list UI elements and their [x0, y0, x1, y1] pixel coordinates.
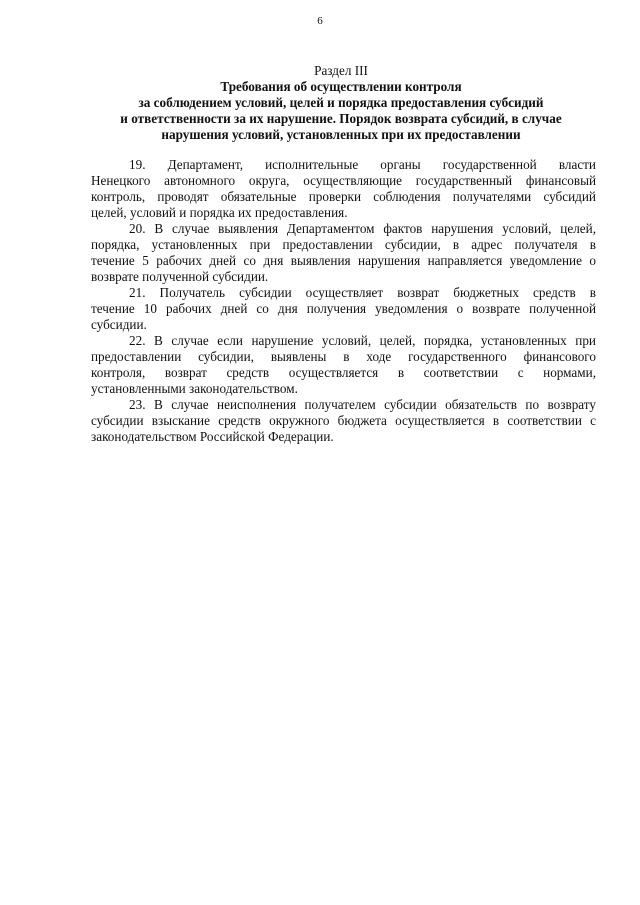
- page-number: 6: [317, 15, 323, 27]
- paragraph-line: 19. Департамент, исполнительные органы государственной власти: [129, 157, 596, 172]
- paragraph-line: 22. В случае если нарушение условий, целей, порядка, установленных при: [129, 333, 596, 348]
- paragraph-19: [91, 157, 596, 221]
- paragraph-line: целей, условий и порядка их предоставления.: [91, 205, 348, 220]
- paragraph-line: течение 10 рабочих дней со дня получения уведомления о возврате полученной: [91, 301, 596, 316]
- section-label: Раздел III: [314, 63, 368, 78]
- section-title-line: Требования об осуществлении контроля: [220, 79, 462, 94]
- section-heading: [80, 63, 602, 143]
- paragraph-line: законодательством Российской Федерации.: [91, 429, 334, 444]
- paragraph-line: установленными законодательством.: [91, 381, 298, 396]
- paragraph-21: [91, 285, 596, 333]
- paragraph-line: контроль, проводят обязательные проверки соблюдения получателями субсидий: [91, 189, 596, 204]
- paragraph-line: течение 5 рабочих дней со дня выявления нарушения направляется уведомление о: [91, 253, 596, 268]
- paragraph-22: [91, 333, 596, 397]
- paragraph-line: субсидии.: [91, 317, 147, 332]
- paragraph-line: контроля, возврат средств осуществляется в соответствии с нормами,: [91, 365, 596, 380]
- section-title-line: нарушения условий, установленных при их предоставлении: [161, 127, 521, 142]
- paragraph-20: [91, 221, 596, 285]
- paragraph-23: [91, 397, 596, 445]
- paragraph-line: предоставлении субсидии, выявлены в ходе государственного финансового: [91, 349, 596, 364]
- paragraph-line: 20. В случае выявления Департаментом фактов нарушения условий, целей,: [129, 221, 596, 236]
- paragraph-line: 23. В случае неисполнения получателем субсидии обязательств по возврату: [129, 397, 596, 412]
- section-title-line: и ответственности за их нарушение. Порядок возврата субсидий, в случае: [120, 111, 562, 126]
- paragraph-line: возврате полученной субсидии.: [91, 269, 269, 284]
- document-body: [91, 157, 596, 445]
- section-title-line: за соблюдением условий, целей и порядка предоставления субсидий: [138, 95, 544, 110]
- paragraph-line: 21. Получатель субсидии осуществляет возврат бюджетных средств в: [129, 285, 596, 300]
- paragraph-line: порядка, установленных при предоставлении субсидии, в адрес получателя в: [91, 237, 596, 252]
- paragraph-line: субсидии взыскание средств окружного бюджета осуществляется в соответствии с: [91, 413, 596, 428]
- paragraph-line: Ненецкого автономного округа, осуществляющие государственный финансовый: [91, 173, 596, 188]
